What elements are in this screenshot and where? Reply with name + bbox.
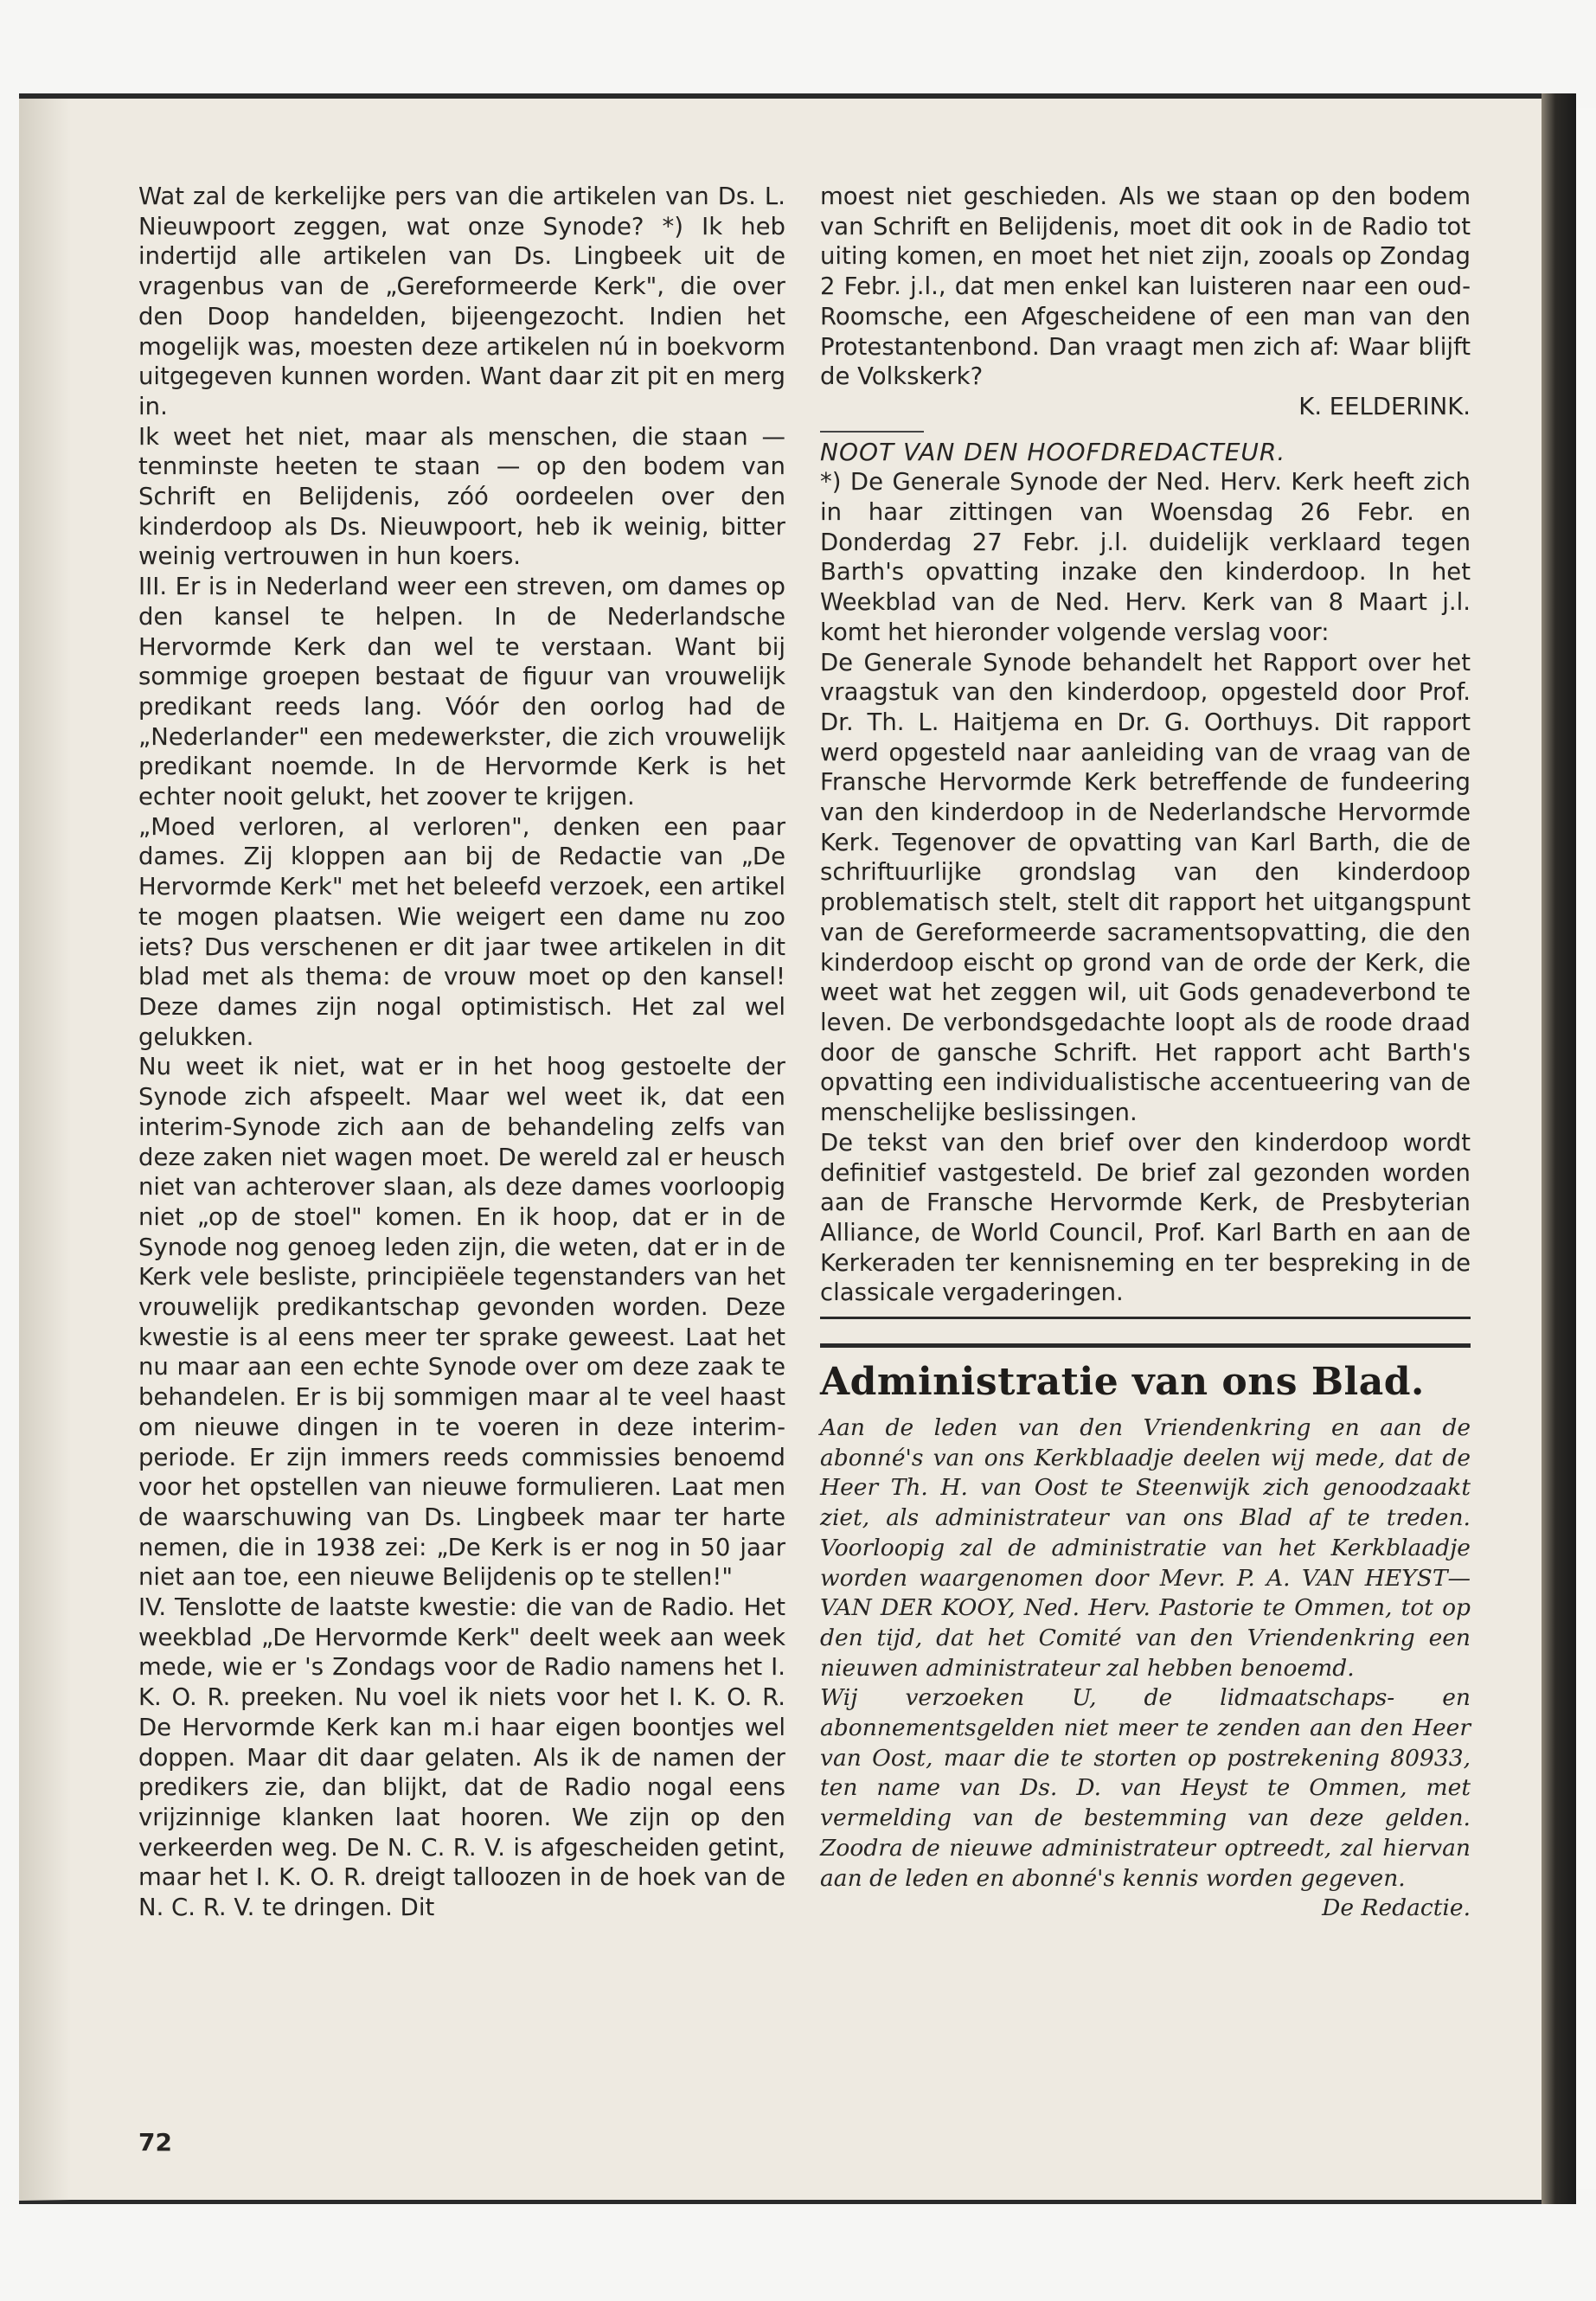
- divider: [820, 1343, 1471, 1348]
- page-margin-right: [1576, 108, 1596, 2189]
- note-title: NOOT VAN DEN HOOFDREDACTEUR.: [820, 437, 1286, 466]
- right-column: [820, 182, 1471, 1924]
- paragraph: IV. Tenslotte de laatste kwestie: die van de Radio. Het weekblad „De Hervormde Kerk" deelt week aan week mede, wie er 's Zondags voor de Radio namens het I. K. O. R. preeken. Nu voel ik niets voor het I. K. O. R. De Hervormde Kerk kan m.i haar eigen boontjes wel doppen. Maar dit daar gelaten. Als ik de namen der predikers zie, dan blijkt, dat de Radio nogal eens vrijzinnige klanken laat hooren. We zijn op den verkeerden weg. De N. C. R. V. is afgescheiden getint, maar het I. K. O. R. dreigt talloozen in de hoek van de N. C. R. V. te dringen. Dit: [138, 1593, 785, 1922]
- admin-heading: Administratie van ons Blad.: [820, 1360, 1425, 1405]
- book-spine: [1542, 93, 1576, 2204]
- signature-text: De Redactie.: [1322, 1894, 1471, 1922]
- paragraph: Ik weet het niet, maar als menschen, die staan — tenminste heeten te staan — op den bodem van Schrift en Belijdenis, zóó oordeelen over den kinderdoop als Ds. Nieuwpoort, heb ik weinig, bitter weinig vertrouwen in hun koers.: [138, 422, 785, 571]
- paragraph: De tekst van den brief over den kinderdoop wordt definitief vastgesteld. De brief zal gezonden worden aan de Fransche Hervormde Kerk, de Presbyterian Alliance, de World Council, Prof. Karl Barth en aan de Kerkeraden ter kennisneming en ter bespreking in de classicale vergaderingen.: [820, 1128, 1471, 1307]
- author-name: K. EELDERINK.: [1298, 392, 1471, 420]
- paragraph: Wat zal de kerkelijke pers van die artikelen van Ds. L. Nieuwpoort zeggen, wat onze Synode? *) Ik heb indertijd alle artikelen van Ds. Lingbeek uit de vragenbus van de „Gereformeerde Kerk", die over den Doop handelden, bijeengezocht. Indien het mogelijk was, moesten deze artikelen nú in boekvorm uitgegeven kunnen worden. Want daar zit pit en merg in.: [138, 183, 785, 420]
- page-number: 72: [138, 2128, 172, 2157]
- paragraph: *) De Generale Synode der Ned. Herv. Kerk heeft zich in haar zittingen van Woensdag 26 Febr. en Donderdag 27 Febr. j.l. duidelijk verklaard tegen Barth's opvatting inzake den kinderdoop. In het Weekblad van de Ned. Herv. Kerk van 8 Maart j.l. komt het hieronder volgende verslag voor:: [820, 468, 1471, 646]
- paragraph: III. Er is in Nederland weer een streven, om dames op den kansel te helpen. In de Nederlandsche Hervormde Kerk dan wel te verstaan. Want bij sommige groepen bestaat de figuur van vrouwelijk predikant reeds lang. Vóór den oorlog had de „Nederlander" een medewerkster, die zich vrouwelijk predikant noemde. In de Hervormde Kerk is het echter nooit gelukt, het zoover te krijgen.: [138, 573, 785, 811]
- left-column: [138, 182, 785, 1923]
- paragraph: „Moed verloren, al verloren", denken een paar dames. Zij kloppen aan bij de Redactie van „De Hervormde Kerk" met het beleefd verzoek, een artikel te mogen plaatsen. Wie weigert een dame nu zoo iets? Dus verschenen er dit jaar twee artikelen in dit blad met als thema: de vrouw moet op den kansel! Deze dames zijn nogal optimistisch. Het zal wel gelukken.: [138, 812, 785, 1051]
- author-signature: [820, 392, 1471, 422]
- page-shadow: [19, 99, 71, 2201]
- paragraph: De Generale Synode behandelt het Rapport over het vraagstuk van den kinderdoop, opgesteld door Prof. Dr. Th. L. Haitjema en Dr. G. Oorthuys. Dit rapport werd opgesteld naar aanleiding van de vraag van de Fransche Hervormde Kerk betreffende de fundeering van den kinderdoop in de Nederlandsche Hervormde Kerk. Tegenover de opvatting van Karl Barth, die de schriftuurlijke grondslag van den kinderdoop problematisch stelt, stelt dit rapport het uitgangspunt van de Gereformeerde sacramentsopvatting, die den kinderdoop eischt op grond van de orde der Kerk, die weet wat het zeggen wil, uit Gods genadeverbond te leven. De verbondsgedachte loopt als de roode draad door de gansche Schrift. Het rapport acht Barth's opvatting een individualistische accentueering van de menschelijke beslissingen.: [820, 648, 1471, 1127]
- paragraph: moest niet geschieden. Als we staan op den bodem van Schrift en Belijdenis, moet dit ook in de Radio tot uiting komen, en moet het niet zijn, zooals op Zondag 2 Febr. j.l., dat men enkel kan luisteren naar een oud-Roomsche, een Afgescheidene of een man van den Protestantenbond. Dan vraagt men zich af: Waar blijft de Volkskerk?: [820, 183, 1471, 391]
- paragraph: Nu weet ik niet, wat er in het hoog gestoelte der Synode zich afspeelt. Maar wel weet ik, dat een interim-Synode zich aan de behandeling zelfs van deze zaken niet wagen moet. De wereld zal er heusch niet van achterover slaan, als deze dames voorloopig niet „op de stoel" komen. En ik hoop, dat er in de Synode nog genoeg leden zijn, die weten, dat er in de Kerk vele besliste, principiëele tegenstanders van het vrouwelijk predikantschap gevonden worden. Deze kwestie is al eens meer ter sprake geweest. Laat het nu maar aan een echte Synode over om deze zaak te behandelen. Er is bij sommigen maar al te veel haast om nieuwe dingen in te voeren in deze interim-periode. Er zijn immers reeds commissies benoemd voor het opstellen van nieuwe formulieren. Laat men de waarschuwing van Ds. Lingbeek maar ter harte nemen, die in 1938 zei: „De Kerk is er nog in 50 jaar niet aan toe, een nieuwe Belijdenis op te stellen!": [138, 1053, 785, 1592]
- paragraph: Aan de leden van den Vriendenkring en aan de abonné's van ons Kerkblaadje deelen wij mede, dat de Heer Th. H. van Oost te Steenwijk zich genoodzaakt ziet, als administrateur van ons Blad af te treden. Voorloopig zal de administratie van het Kerkblaadje worden waargenomen door Mevr. P. A. VAN HEYST—VAN DER KOOY, Ned. Herv. Pastorie te Ommen, tot op den tijd, dat het Comité van den Vriendenkring een nieuwen administrateur zal hebben benoemd.: [820, 1414, 1471, 1682]
- paragraph: Wij verzoeken U, de lidmaatschaps- en abonnementsgelden niet meer te zenden aan den Heer van Oost, maar die te storten op postrekening 80933, ten name van Ds. D. van Heyst te Ommen, met vermelding van de bestemming van deze gelden. Zoodra de nieuwe administrateur optreedt, zal hiervan aan de leden en abonné's kennis worden gegeven.: [820, 1684, 1471, 1892]
- admin-signature: [820, 1894, 1471, 1924]
- note-block: [820, 467, 1471, 1319]
- divider: [820, 431, 924, 433]
- admin-notice: [820, 1413, 1471, 1924]
